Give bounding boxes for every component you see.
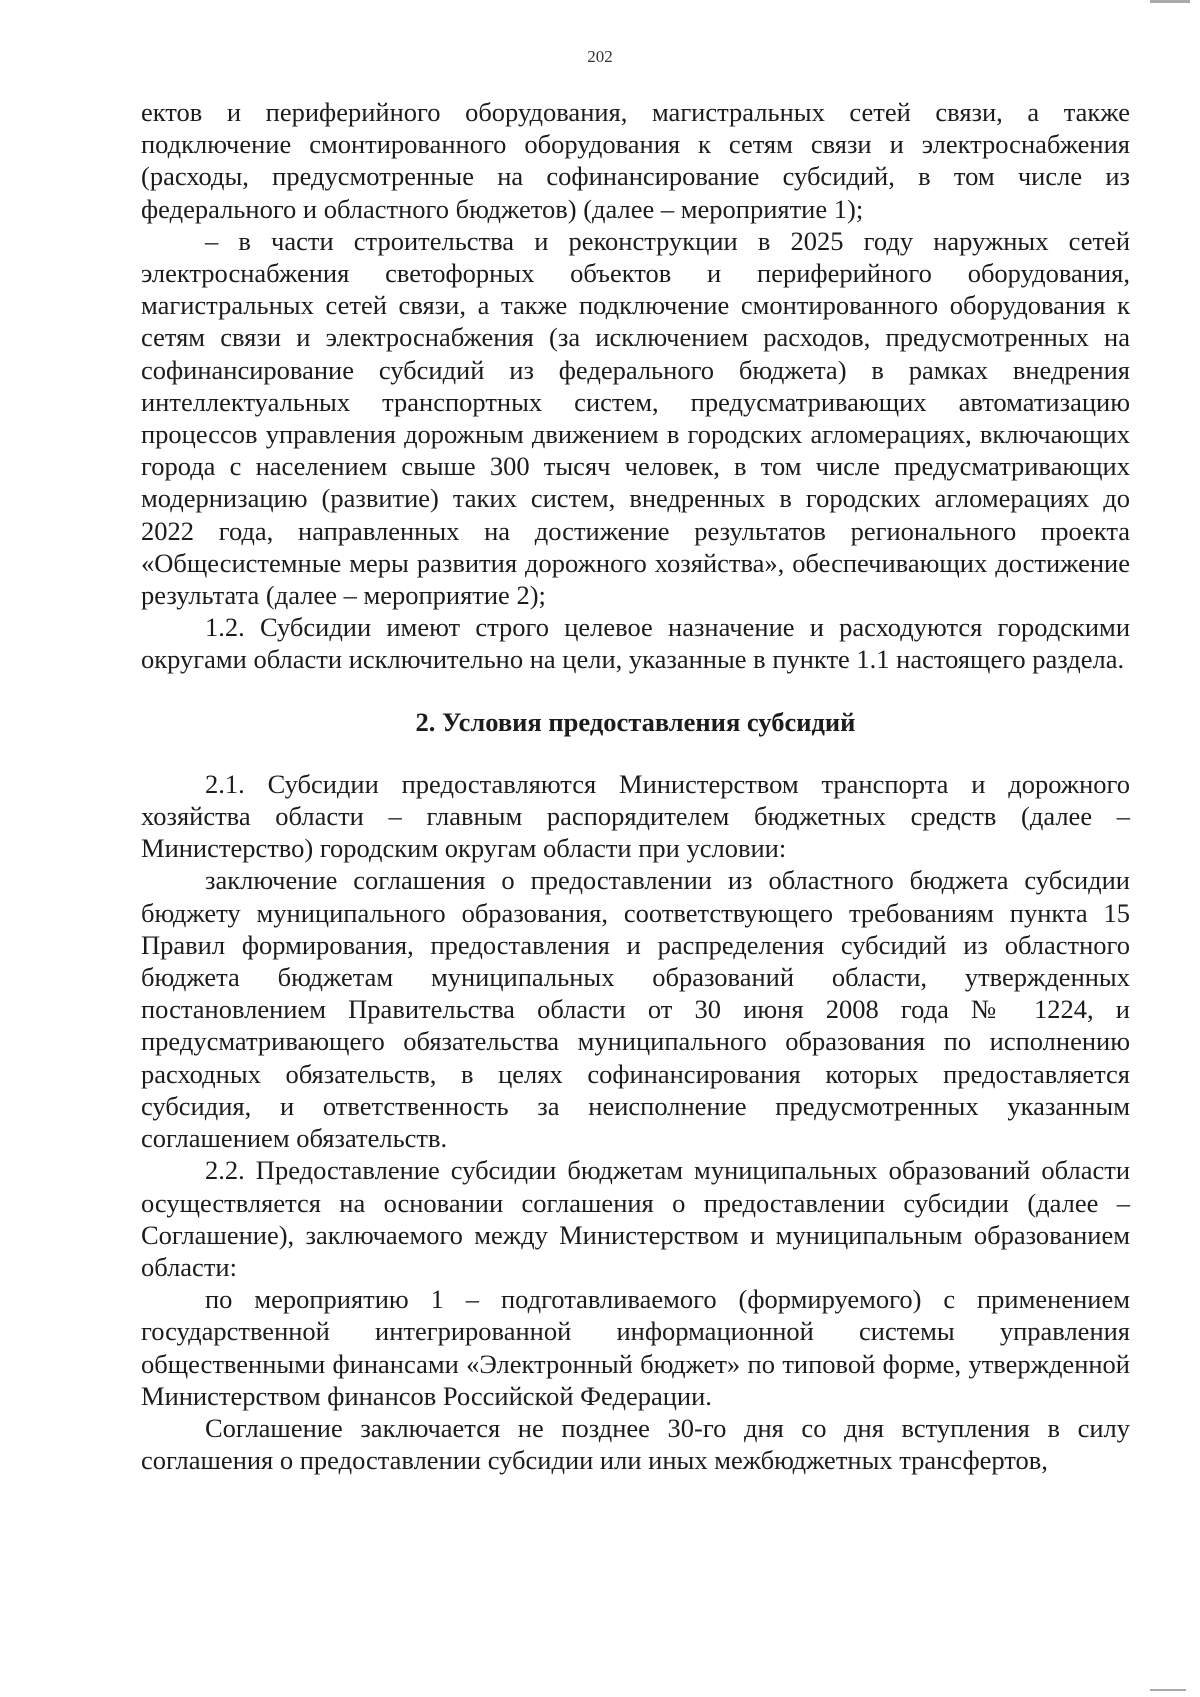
section-heading: 2. Условия предоставления субсидий	[415, 706, 856, 737]
paragraph-event-2: – в части строительства и реконструкции в 2025 году наружных сетей электроснабжения светофорных объектов и периферийного оборудования, магистральных сетей связи, а также подключение смонтированного оборудования к сетям связи и электроснабжения (за исключением расходов, предусмотренных на софинансирование субсидий из федерального бюджета) в рамках внедрения интеллектуальных транспортных систем, предусматривающих автоматизацию процессов управления дорожным движением в городских агломерациях, включающих города с населением свыше 300 тысяч человек, в том числе предусматривающих модернизацию (развитие) таких систем, внедренных в городских агломерациях до 2022 года, направленных на достижение результатов регионального проекта «Общесистемные меры развития дорожного хозяйства», обеспечивающих достижение результата (далее – мероприятие 2);	[141, 225, 1130, 611]
paragraph-agreement-deadline: Соглашение заключается не позднее 30-го дня со дня вступления в силу соглашения о предоставлении субсидии или иных межбюджетных трансфертов,	[141, 1412, 1130, 1476]
paragraph-event-1-agreement: по мероприятию 1 – подготавливаемого (формируемого) с применением государственной интегрированной информационной системы управления общественными финансами «Электронный бюджет» по типовой форме, утвержденной Министерством финансов Российской Федерации.	[141, 1284, 1130, 1411]
paragraph-agreement-condition: заключение соглашения о предоставлении из областного бюджета субсидии бюджету муниципального образования, соответствующего требованиям пункта 15 Правил формирования, предоставления и распределения субсидий из областного бюджета бюджетам муниципальных образований области, утвержденных постановлением Правительства области от 30 июня 2008 года № 1224, и предусматривающего обязательства муниципального образования по исполнению расходных обязательств, в целях софинансирования которых предоставляется субсидия, и ответственность за неисполнение предусмотренных указанным соглашением обязательств.	[141, 865, 1130, 1154]
paragraph-1-2: 1.2. Субсидии имеют строго целевое назначение и расходуются городскими округами области исключительно на цели, указанные в пункте 1.1 настоящего раздела.	[141, 612, 1130, 675]
scan-artifact-top-right	[1150, 0, 1190, 3]
paragraph-2-2: 2.2. Предоставление субсидии бюджетам муниципальных образований области осуществляется на основании соглашения о предоставлении субсидии (далее – Соглашение), заключаемого между Министерством и муниципальным образованием области:	[141, 1155, 1130, 1282]
paragraph-continuation: ектов и периферийного оборудования, магистральных сетей связи, а также подключение смонтированного оборудования к сетям связи и электроснабжения (расходы, предусмотренные на софинансирование субсидий, в том числе из федерального и областного бюджетов) (далее – мероприятие 1);	[141, 97, 1130, 224]
document-body	[141, 96, 1130, 1476]
scan-artifact-bottom-right	[1150, 1689, 1186, 1691]
page-number: 202	[587, 47, 613, 66]
paragraph-2-1: 2.1. Субсидии предоставляются Министерством транспорта и дорожного хозяйства области – главным распорядителем бюджетных средств (далее – Министерство) городским округам области при условии:	[141, 768, 1130, 864]
